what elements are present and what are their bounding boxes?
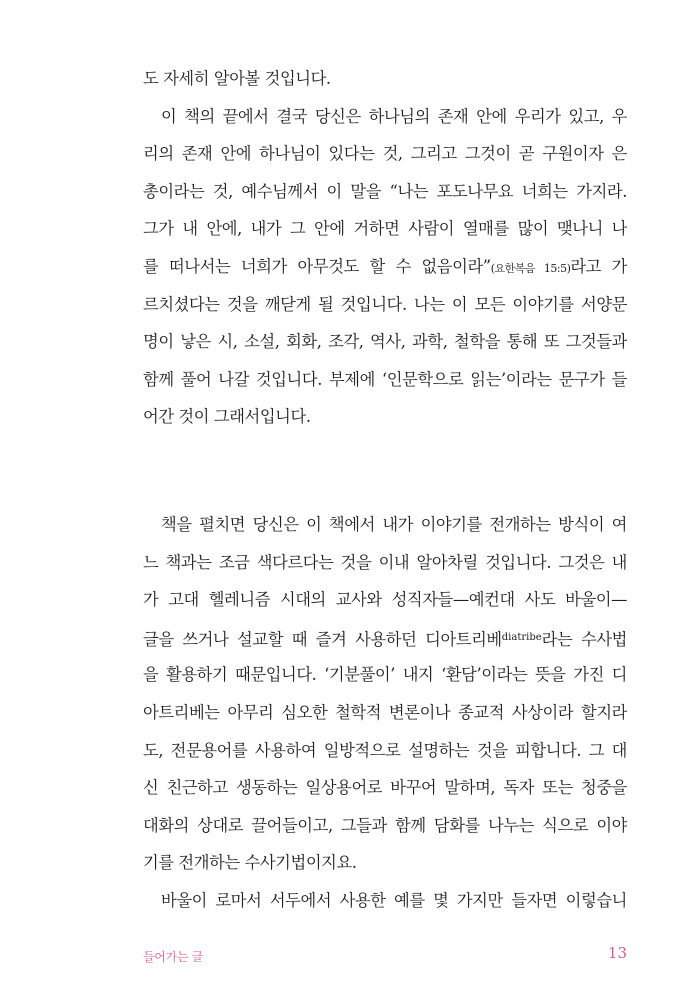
text-line: 어간 것이 그래서입니다.: [143, 407, 311, 427]
text-line: 신 친근하고 생동하는 일상용어로 바꾸어 말하며, 독자 또는 청중을: [143, 778, 627, 798]
text-line: 이 책의 끝에서 결국 당신은 하나님의 존재 안에 우리가 있고, 우: [161, 106, 627, 126]
text-line: 책을 펼치면 당신은 이 책에서 내가 이야기를 전개하는 방식이 여: [161, 514, 627, 534]
text-line: 리의 존재 안에 하나님이 있다는 것, 그리고 그것이 곧 구원이자 은: [143, 144, 627, 164]
text-line: 을 활용하기 때문입니다. ‘기분풀이’ 내지 ‘환담’이라는 뜻을 가진 디: [143, 665, 627, 685]
foreign-term: diatribe: [501, 631, 542, 643]
text-line: 바울이 로마서 서두에서 사용한 예를 몇 가지만 들자면 이렇습니: [161, 890, 627, 910]
running-footer-title: 들어가는 글: [143, 950, 203, 964]
text-segment: 라는 수사법: [541, 629, 627, 649]
text-line: 도 자세히 알아볼 것입니다.: [143, 69, 331, 88]
text-line: 대화의 상대로 끌어들이고, 그들과 함께 담화를 나누는 식으로 이야: [143, 815, 627, 835]
text-line: 가 고대 헬레니즘 시대의 교사와 성직자들—예컨대 사도 바울이—: [143, 590, 627, 610]
text-line: 기를 전개하는 수사기법이지요.: [143, 853, 357, 873]
text-line: 그가 내 안에, 내가 그 안에 거하면 사람이 열매를 많이 맺나니 나: [143, 219, 627, 239]
text-line: 아트리베는 아무리 심오한 철학적 변론이나 종교적 사상이라 할지라: [143, 702, 627, 722]
text-segment: 를 떠나서는 너희가 아무것도 할 수 없음이라”: [143, 256, 491, 276]
text-line: [143, 619, 627, 657]
text-line: 명이 낳은 시, 소설, 회화, 조각, 역사, 과학, 철학을 통해 또 그것들과: [143, 332, 627, 352]
bible-citation: (요한복음 15:5): [490, 261, 571, 275]
paragraph-spacer: [143, 436, 627, 506]
text-line: [143, 248, 627, 286]
text-segment: 글을 쓰거나 설교할 때 즐겨 사용하던 디아트리베: [143, 629, 502, 649]
text-line: 도, 전문용어를 사용하여 일방적으로 설명하는 것을 피합니다. 그 대: [143, 740, 627, 760]
text-line: 르치셨다는 것을 깨닫게 될 것입니다. 나는 이 모든 이야기를 서양문: [143, 294, 627, 314]
text-line: 느 책과는 조금 색다르다는 것을 이내 알아차릴 것입니다. 그것은 내: [143, 552, 627, 572]
page-number: 13: [607, 944, 627, 962]
page-body: [143, 60, 627, 919]
text-line: 함께 풀어 나갈 것입니다. 부제에 ‘인문학으로 읽는’이라는 문구가 들: [143, 369, 627, 389]
text-segment: 라고 가: [570, 256, 627, 276]
text-line: 총이라는 것, 예수님께서 이 말을 “나는 포도나무요 너희는 가지라.: [143, 181, 627, 201]
